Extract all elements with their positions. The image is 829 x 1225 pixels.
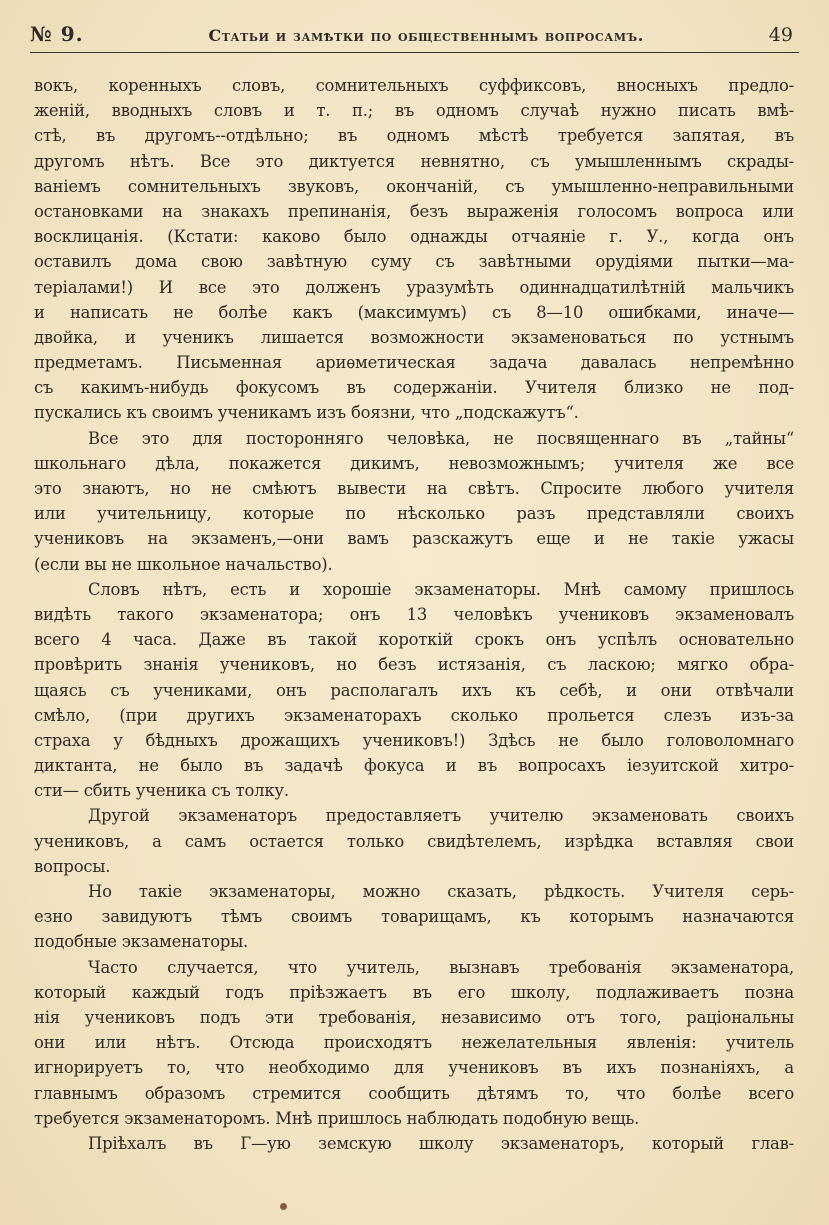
text-line: или учительницу, которые по нѣсколько разъ представляли своихъ [34, 504, 794, 524]
text-line: Но такіе экзаменаторы, можно сказать, рѣдкость. Учителя серь- [88, 882, 794, 901]
running-title: Статьи и замѣтки по общественнымъ вопросамъ. [208, 26, 644, 45]
text-line: требуется экзаменаторомъ. Мнѣ пришлось наблюдать подобную вещь. [34, 1108, 640, 1128]
text-line: стѣ, въ другомъ--отдѣльно; въ одномъ мѣстѣ требуется запятая, въ [34, 126, 794, 146]
text-line: пускались къ своимъ ученикамъ изъ боязни, что „подскажутъ“. [34, 403, 579, 423]
text-line: предметамъ. Письменная ариѳметическая задача давалась непремѣнно [34, 353, 794, 373]
ink-spot [280, 1203, 287, 1210]
text-line: теріалами!) И все это долженъ уразумѣть одиннадцатилѣтній мальчикъ [34, 277, 794, 297]
text-line: они или нѣтъ. Отсюда происходятъ нежелательныя явленія: учитель [34, 1033, 794, 1053]
text-line: восклицанія. (Кстати: каково было однажды отчаяніе г. У., когда онъ [34, 227, 794, 247]
text-line: оставилъ дома свою завѣтную суму съ завѣтными орудіями пытки—ма- [34, 252, 794, 272]
text-line: сти— сбить ученика съ толку. [34, 781, 289, 801]
text-line: учениковъ на экзаменъ,—они вамъ разскажутъ еще и не такіе ужасы [34, 529, 794, 549]
text-line: это знаютъ, но не смѣютъ вывести на свѣтъ. Спросите любого учителя [34, 479, 794, 498]
text-line: и написать не болѣе какъ (максимумъ) съ 8—10 ошибками, иначе— [34, 302, 794, 322]
text-line: который каждый годъ пріѣзжаетъ въ его школу, подлаживаетъ позна [34, 982, 794, 1002]
text-line: женій, вводныхъ словъ и т. п.; въ одномъ случаѣ нужно писать вмѣ- [34, 101, 794, 121]
text-line: езно завидуютъ тѣмъ своимъ товарищамъ, къ которымъ назначаются [34, 907, 794, 927]
text-line: ваніемъ сомнительныхъ звуковъ, окончаній, съ умышленно-неправильными [34, 176, 794, 196]
issue-number: № 9. [30, 22, 84, 46]
text-line: страха у бѣдныхъ дрожащихъ учениковъ!) Здѣсь не было головоломнаго [34, 730, 794, 750]
text-line: подобные экзаменаторы. [34, 932, 249, 952]
text-line: Все это для посторонняго человѣка, не посвященнаго въ „тайны“ [88, 428, 794, 448]
text-line: главнымъ образомъ стремится сообщить дѣтямъ то, что болѣе всего [34, 1083, 794, 1103]
text-line: Другой экзаменаторъ предоставляетъ учителю экзаменовать своихъ [88, 806, 794, 826]
body-text [34, 73, 794, 1156]
text-line: Часто случается, что учитель, вызнавъ требованія экзаменатора, [88, 957, 794, 977]
text-line: нія учениковъ подъ эти требованія, независимо отъ того, раціональны [34, 1007, 794, 1027]
text-line: (если вы не школьное начальство). [34, 554, 333, 574]
text-line: двойка, и ученикъ лишается возможности экзаменоваться по устнымъ [34, 327, 794, 347]
text-line: вокъ, коренныхъ словъ, сомнительныхъ суффиксовъ, вносныхъ предло- [34, 76, 794, 95]
text-line: учениковъ, а самъ остается только свидѣтелемъ, изрѣдка вставляя свои [34, 831, 794, 851]
page-header [30, 22, 793, 52]
text-line: школьнаго дѣла, покажется дикимъ, невозможнымъ; учителя же все [34, 453, 794, 473]
text-line: видѣть такого экзаменатора; онъ 13 человѣкъ учениковъ экзаменовалъ [34, 604, 794, 624]
text-line: игнорируетъ то, что необходимо для учениковъ въ ихъ познаніяхъ, а [34, 1058, 794, 1078]
text-line: съ какимъ-нибудь фокусомъ въ содержаніи. Учителя близко не под- [34, 378, 794, 398]
text-line: смѣло, (при другихъ экзаменаторахъ сколько прольется слезъ изъ-за [34, 705, 794, 725]
text-line: вопросы. [34, 856, 111, 876]
text-line: диктанта, не было въ задачѣ фокуса и въ вопросахъ іезуитской хитро- [34, 756, 794, 776]
text-line: другомъ нѣтъ. Все это диктуется невнятно, съ умышленнымъ скрады- [34, 151, 794, 171]
text-line: Пріѣхалъ въ Г—ую земскую школу экзаменаторъ, который глав- [88, 1133, 794, 1153]
text-line: всего 4 часа. Даже въ такой короткій срокъ онъ успѣлъ основательно [34, 630, 794, 650]
text-line: Словъ нѣтъ, есть и хорошіе экзаменаторы. Мнѣ самому пришлось [88, 579, 794, 599]
header-rule [30, 52, 799, 53]
page-number: 49 [768, 24, 793, 46]
text-line: провѣрить знанія учениковъ, но безъ истязанія, съ ласкою; мягко обра- [34, 655, 794, 675]
text-line: остановками на знакахъ препинанія, безъ выраженія голосомъ вопроса или [34, 201, 794, 221]
text-line: щаясь съ учениками, онъ располагалъ ихъ къ себѣ, и они отвѣчали [34, 680, 794, 700]
